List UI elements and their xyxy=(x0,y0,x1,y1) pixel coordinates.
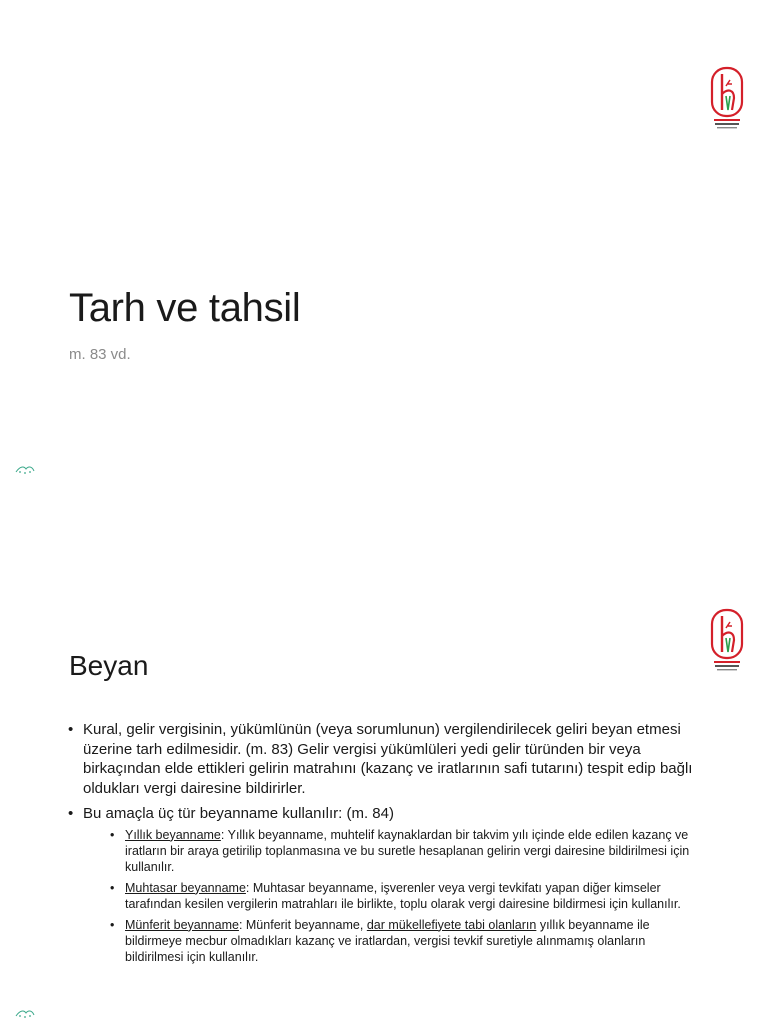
underlined-phrase: dar mükellefiyete tabi olanların xyxy=(366,917,537,932)
term-muhtasar: Muhtasar beyanname xyxy=(125,880,246,895)
slide-subtitle: m. 83 vd. xyxy=(69,346,131,363)
sub-list xyxy=(83,827,704,965)
term-yillik: Yıllık beyanname xyxy=(125,827,221,842)
sub-list-item xyxy=(110,880,704,912)
bullet-text: Bu amaçla üç tür beyanname kullanılır: (m. 84) xyxy=(83,805,394,822)
sub-list-item xyxy=(110,827,704,875)
slide-body xyxy=(68,720,704,971)
slide-heading: Beyan xyxy=(69,650,149,681)
university-logo-icon xyxy=(708,608,748,680)
list-item xyxy=(68,804,704,965)
list-item xyxy=(68,720,704,798)
bullet-text: Kural, gelir vergisinin, yükümlünün (veya sorumlunun) vergilendirilecek geliri beyan etmesi üzerine tarh edilmesidir. (m. 83) Gelir vergisi yükümlüleri yedi gelir türünden bir veya birkaçından elde ettikleri gelirin matrahını (kazanç ve iratlarının safi tutarını) tespit edip bağlı oldukları vergi dairesine bildirirler. xyxy=(83,721,693,797)
slide-corner-mark-icon xyxy=(14,1006,36,1018)
term-description: : Yıllık beyanname, muhtelif kaynaklardan bir takvim yılı içinde elde edilen kazanç ve iratların bir araya getirilip toplanmasına ve bu suretle hesaplanan gelirin vergi dairesine bildirilmesi için kullanılır. xyxy=(125,827,690,874)
slide-beyan xyxy=(0,512,768,1024)
term-description-continued: yıllık beyanname ile bildirmeye mecbur olmadıkları kazanç ve iratlardan, vergisi tevkif suretiyle alınmamış olanların bildirilmesi için kullanılır. xyxy=(125,917,650,964)
slide-corner-mark-icon xyxy=(14,462,36,474)
slide-title-heading: Tarh ve tahsil xyxy=(69,286,301,330)
sub-list-item xyxy=(110,917,704,965)
university-logo-icon xyxy=(708,66,748,138)
term-munferit: Münferit beyanname xyxy=(125,917,239,932)
term-description: : Muhtasar beyanname, işverenler veya vergi tevkifatı yapan diğer kimseler tarafından kesilen vergilerin matrahları ile birlikte, toplu olarak vergi dairesine bildirmesi için kullanılır. xyxy=(125,880,681,911)
term-description: : Münferit beyanname, xyxy=(238,917,367,932)
